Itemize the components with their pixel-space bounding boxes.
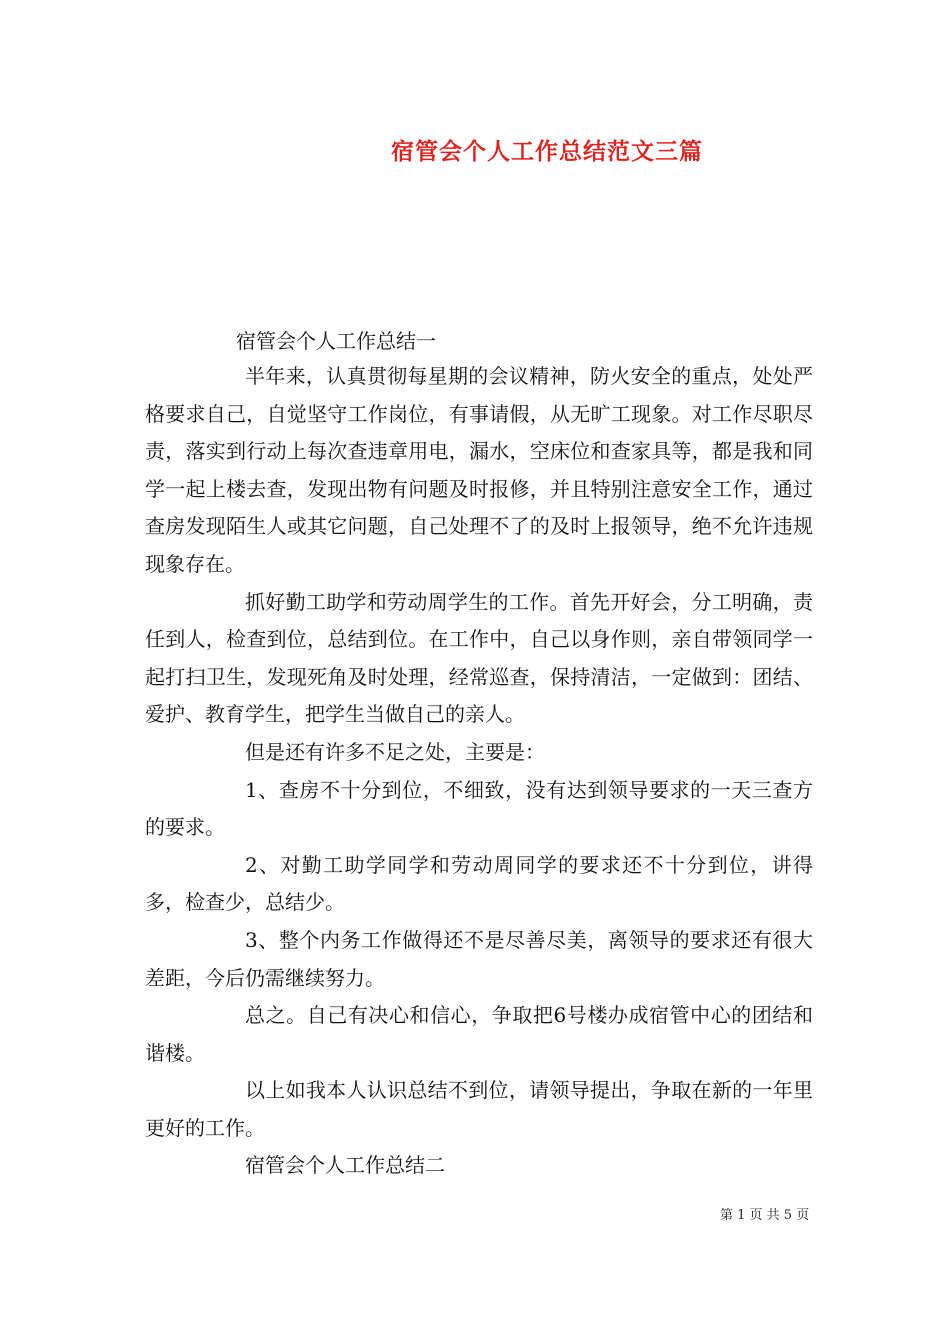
paragraph: 3、整个内务工作做得还不是尽善尽美，离领导的要求还有很大差距，今后仍需继续努力。 [145,927,813,990]
document-body [145,358,813,1185]
paragraph: 半年来，认真贯彻每星期的会议精神，防火安全的重点，处处严格要求自己，自觉坚守工作岗位，有事请假，从无旷工现象。对工作尽职尽责，落实到行动上每次查违章用电，漏水，空床位和查家具等，都是我和同学一起上楼去查，发现出物有问题及时报修，并且特别注意安全工作，通过查房发现陌生人或其它问题，自己处理不了的及时上报领导，绝不允许违规现象存在。 [145,364,813,576]
paragraph: 以上如我本人认识总结不到位，请领导提出，争取在新的一年里更好的工作。 [145,1078,813,1140]
document-title: 宿管会个人工作总结范文三篇 [391,139,703,165]
paragraph: 但是还有许多不足之处，主要是： [245,739,545,764]
section-heading-one: 宿管会个人工作总结一 [236,329,436,353]
paragraph: 总之。自己有决心和信心，争取把6号楼办成宿管中心的团结和谐楼。 [145,1003,813,1065]
paragraph: 2、对勤工助学同学和劳动周同学的要求还不十分到位，讲得多，检查少，总结少。 [145,852,813,915]
section-heading-two: 宿管会个人工作总结二 [245,1153,445,1178]
paragraph: 抓好勤工助学和劳动周学生的工作。首先开好会，分工明确，责任到人，检查到位，总结到位。在工作中，自己以身作则，亲自带领同学一起打扫卫生，发现死角及时处理，经常巡查，保持清洁，一定做到：团结、爱护、教育学生，把学生当做自己的亲人。 [145,589,813,727]
page-number: 第 1 页 共 5 页 [720,1208,810,1223]
paragraph: 1、查房不十分到位，不细致，没有达到领导要求的一天三查方的要求。 [145,777,813,840]
